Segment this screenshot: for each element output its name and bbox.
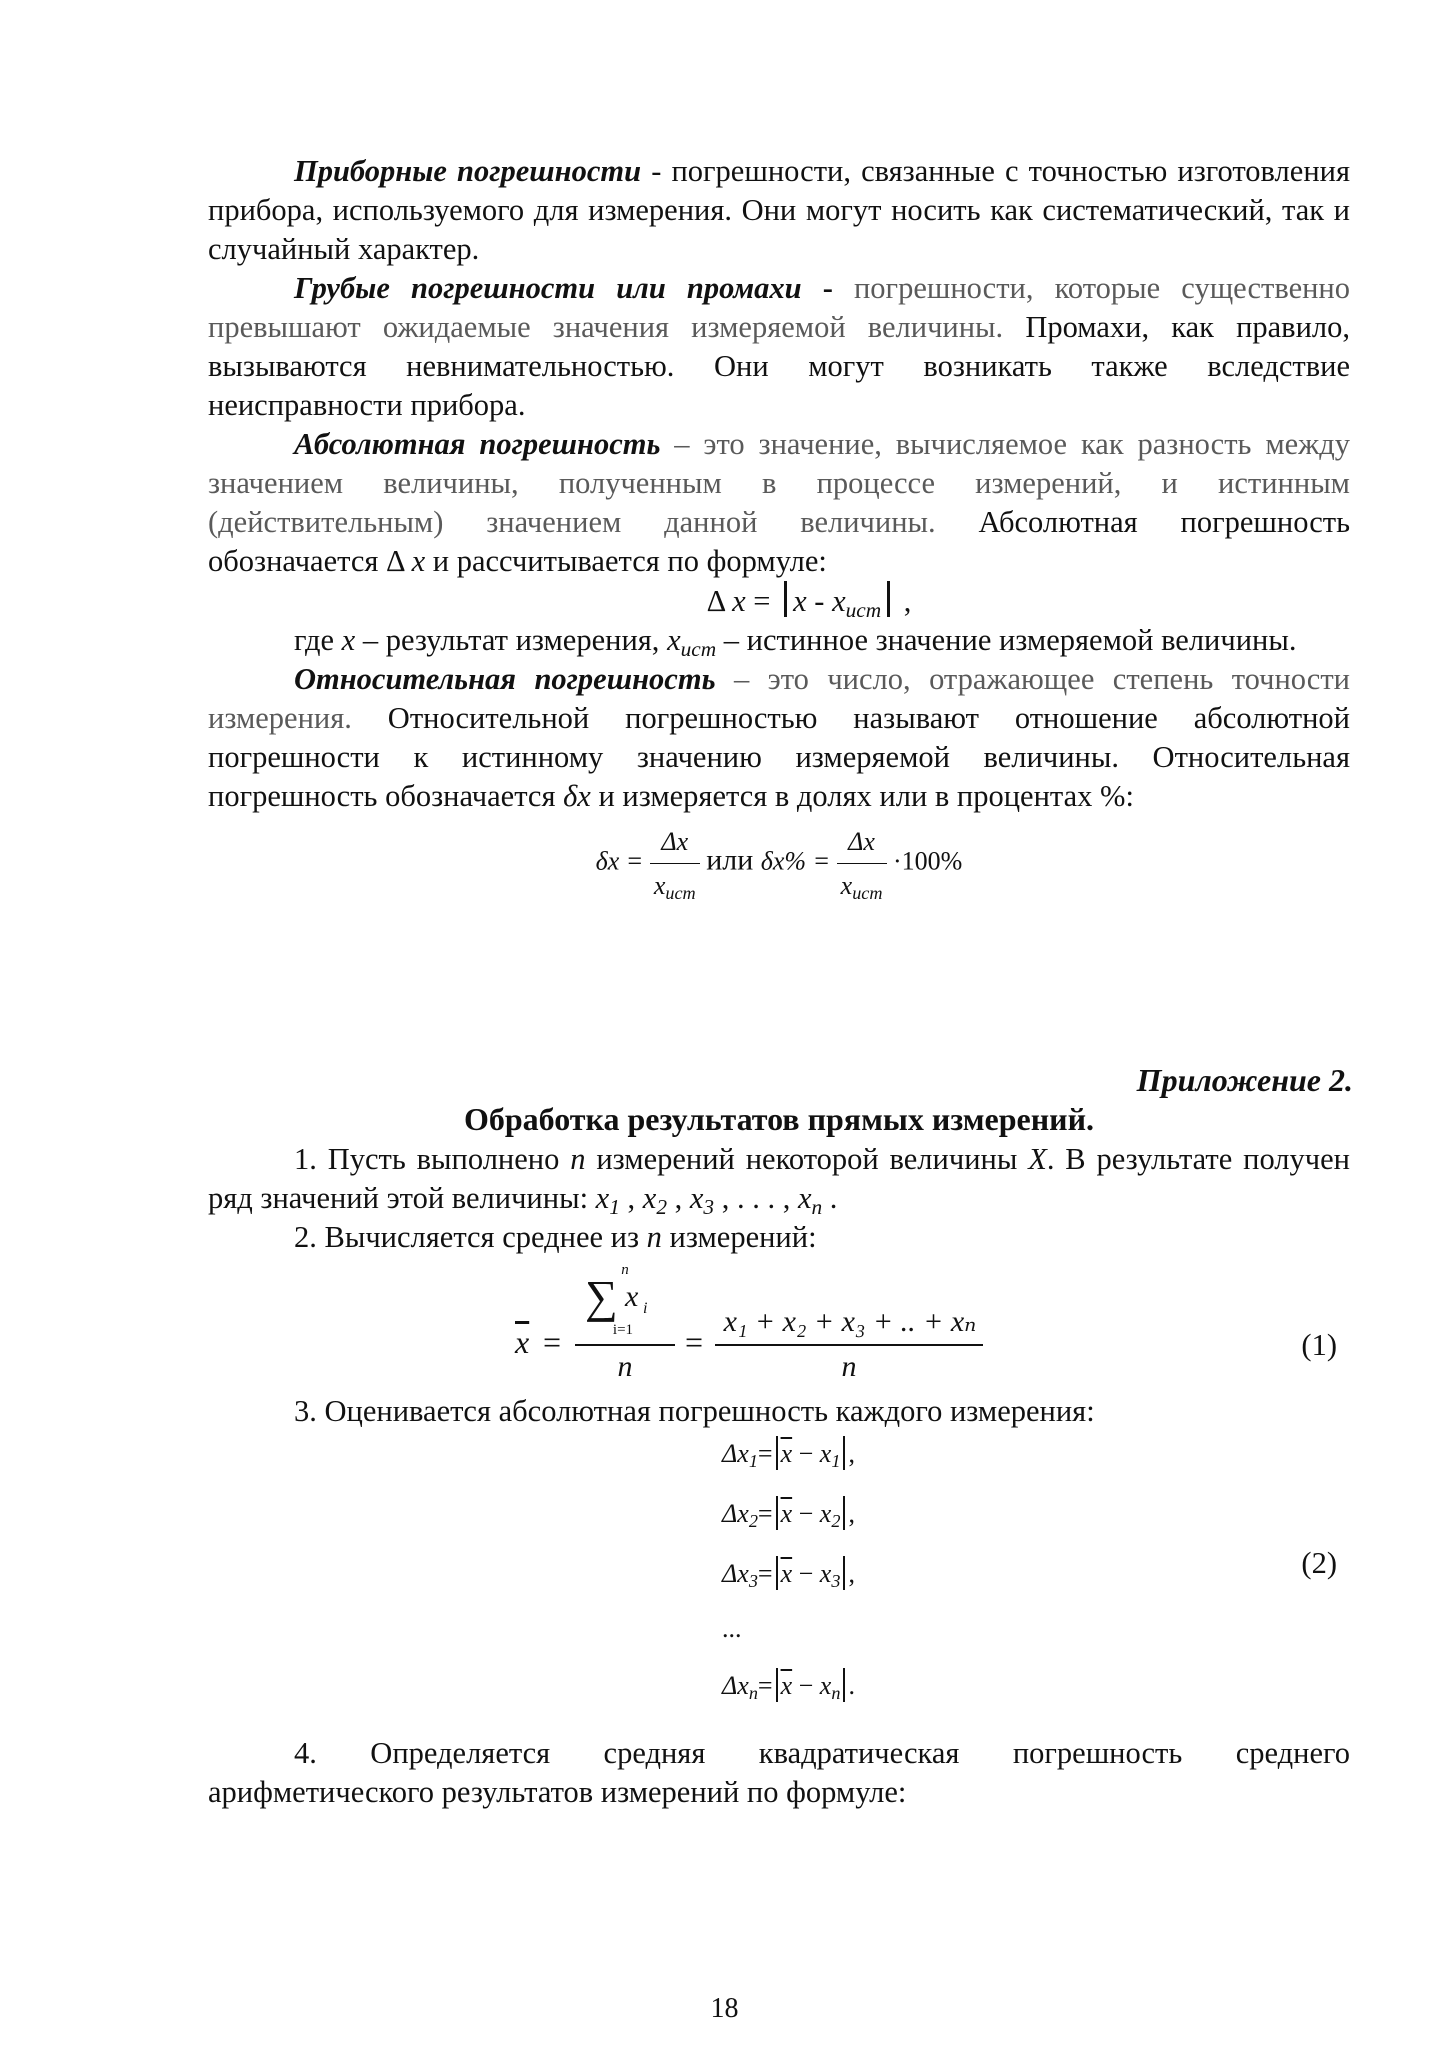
section-heading: Обработка результатов прямых измерений.	[463, 1101, 1095, 1137]
term-relative-error: Относительная погрешность	[294, 662, 716, 696]
abs-error-3: $\Delta x_3= \overline{x} - x_3$ ,	[722, 1556, 855, 1590]
steps-text	[208, 1140, 1350, 1257]
formula-absolute-error: Δ $x = x - x_{ист}$ ,	[208, 581, 1350, 621]
step-4-text	[208, 1734, 1350, 1812]
paragraph-absolute-error: Абсолютная погрешность – это значение, вычисляемое как разность между значением величины, полученным в процессе измерений, и истинным (действительным) значением данной величины. Абсолютная погрешность обозначается Δ x и рассчитывается по формуле:	[208, 427, 1350, 578]
abs-error-2: $\Delta x_2= \overline{x} - x_2$ ,	[722, 1496, 855, 1530]
step-1: 1. Пусть выполнено n измерений некоторой величины X. В результате получен ряд значений этой величины: $x_1$ , $x_2$ , $x_3$ , . . . , $x_n$ .	[208, 1142, 1350, 1219]
term-absolute-error: Абсолютная погрешность	[294, 427, 661, 461]
step-3: 3. Оцениваетcя абсолютная погрешность каждого измерения:	[294, 1394, 1095, 1428]
step-4: 4. Определяется средняя квадратическая погрешность среднего арифметического результатов измерений по формуле:	[208, 1736, 1350, 1809]
formula-mean: $\overline{x}$ = n ∑ x i i=1 n = x₁ + x₂ + x₃ + .. + xₙ n	[515, 1262, 975, 1392]
term-gross-errors: Грубые погрешности или промахи	[294, 271, 802, 305]
sum-sign: ∑	[585, 1271, 618, 1322]
step-2: 2. Вычисляется среднее из n измерений:	[294, 1220, 817, 1254]
paragraph-instrument-errors: Приборные погрешности - погрешности, связанные с точностью изготовления прибора, используемого для измерения. Они могут носить как систематический, так и случайный характер.	[208, 154, 1350, 266]
body-text	[208, 152, 1350, 905]
equation-number-1: (1)	[1301, 1328, 1337, 1362]
abs-error-n: $\Delta x_n= \overline{x} - x_n$ .	[722, 1668, 855, 1702]
equation-number-2: (2)	[1301, 1546, 1337, 1580]
formula-relative-error: δx = $\frac{\Delta x}{x_{ист}}$ или δx% = $\frac{\Delta x}{x_{ист}}$ ·100%	[595, 827, 963, 904]
abs-error-1: $\Delta x_1= \overline{x} - x_1$ ,	[722, 1436, 855, 1470]
paragraph-gross-errors: Грубые погрешности или промахи - погрешности, которые существенно превышают ожидаемые значения измеряемой величины. Промахи, как правило, вызываются невнимательностью. Они могут возникать также вследствие неисправности прибора.	[208, 271, 1350, 422]
appendix-label: Приложение 2.	[1136, 1062, 1353, 1098]
page-number: 18	[710, 1993, 739, 2024]
abs-error-ellipsis: ...	[722, 1614, 742, 1643]
paragraph-relative-error: Относительная погрешность – это число, отражающее степень точности измерения. Относительной погрешностью называют отношение абсолютной погрешности к истинному значению измеряемой величины. Относительная погрешность обозначается δx и измеряется в долях или в процентах %:	[208, 662, 1350, 813]
step-3-text	[208, 1392, 1350, 1431]
term-instrument-errors: Приборные погрешности	[294, 154, 642, 188]
paragraph-where: где x – результат измерения, $x_{ист}$ – истинное значение измеряемой величины.	[294, 623, 1297, 661]
